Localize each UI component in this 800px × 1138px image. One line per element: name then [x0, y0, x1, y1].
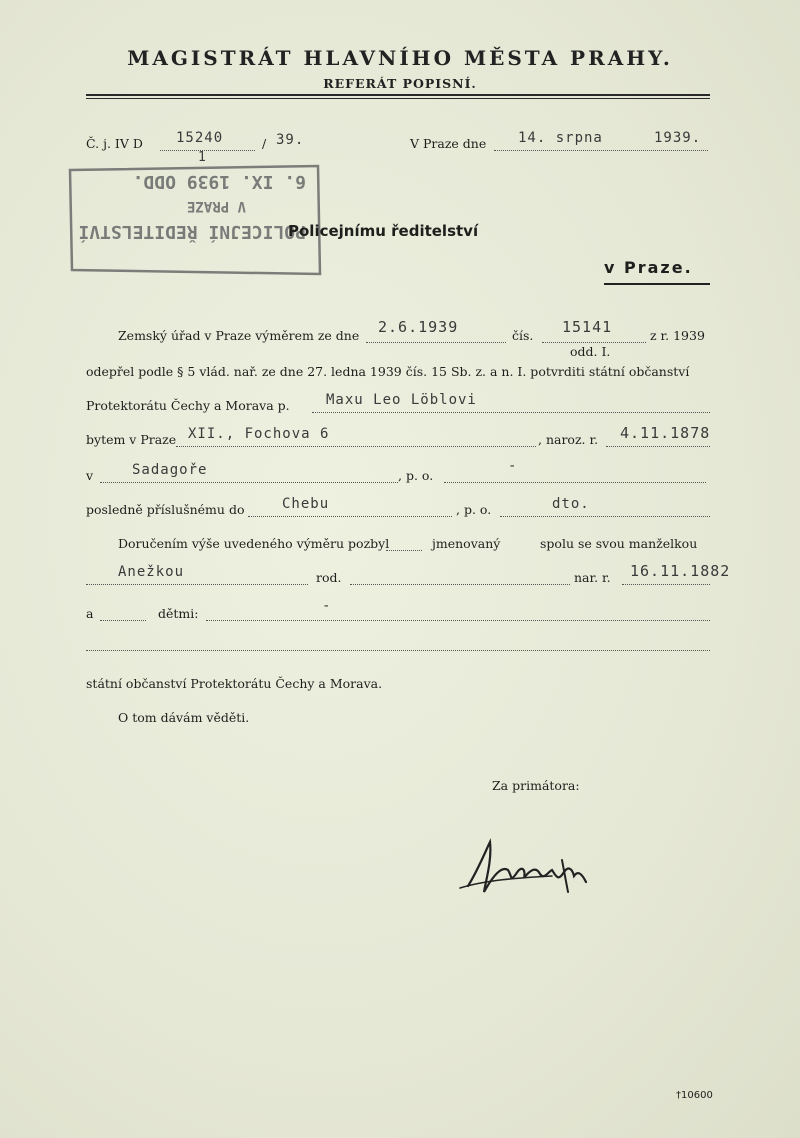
- stamp-line-2: V PRAZE: [186, 198, 246, 214]
- date-line: [494, 150, 708, 151]
- date-label: V Praze dne: [410, 136, 487, 151]
- reference-number: 15240: [176, 130, 224, 146]
- named-label: jmenovaný: [432, 536, 501, 551]
- extra-children-line: [86, 650, 710, 651]
- children-line: [206, 620, 710, 621]
- decision-year: z r. 1939: [650, 328, 705, 343]
- residence-label: bytem v Praze: [86, 432, 177, 447]
- spouse-born-label: nar. r.: [574, 570, 611, 585]
- decision-date-line: [366, 342, 506, 343]
- and-label: a: [86, 606, 94, 621]
- po-line: [444, 482, 706, 483]
- reference-label: Č. j. IV D: [86, 136, 143, 151]
- reference-year: 39.: [276, 132, 305, 148]
- notification-text: O tom dávám věděti.: [118, 710, 250, 725]
- person-label: Protektorátu Čechy a Morava p.: [86, 398, 290, 413]
- birthplace-label: v: [86, 468, 94, 483]
- form-code: †10600: [676, 1090, 713, 1101]
- reference-slash: /: [262, 136, 267, 151]
- header-rule-thick: [86, 94, 710, 96]
- spouse-rod-line: [350, 584, 570, 585]
- last-domicile-label: posledně příslušnému do: [86, 502, 245, 517]
- birthplace-line: [100, 482, 398, 483]
- decision-number-line: [542, 342, 646, 343]
- spouse-name-line: [86, 584, 308, 585]
- person-name: Maxu Leo Löblovi: [326, 392, 477, 408]
- office-title: MAGISTRÁT HLAVNÍHO MĚSTA PRAHY.: [127, 46, 673, 70]
- decision-intro: Zemský úřad v Praze výměrem ze dne: [118, 328, 360, 343]
- date-day-month: 14. srpna: [518, 130, 603, 146]
- residence-line: [176, 446, 536, 447]
- stamp-line-1: POLICEJNÍ ŘEDITELSTVÍ: [78, 221, 306, 242]
- decision-date: 2.6.1939: [378, 318, 459, 336]
- loss-line: [386, 550, 422, 551]
- legal-basis: odepřel podle § 5 vlád. nař. ze dne 27. ledna 1939 čís. 15 Sb. z. a n. I. potvrditi státní občanství: [86, 364, 690, 379]
- reference-number-line: [160, 150, 255, 151]
- spouse-name: Anežkou: [118, 564, 185, 580]
- decision-number: 15141: [562, 318, 613, 336]
- citizenship-statement: státní občanství Protektorátu Čechy a Morava.: [86, 676, 383, 691]
- addressee-line-2: v Praze.: [604, 258, 693, 277]
- birthplace-value: Sadagoře: [132, 462, 208, 478]
- person-name-line: [312, 412, 710, 413]
- police-stamp: [64, 156, 326, 280]
- stamp-line-3: 6. IX. 1939 ODD.: [132, 171, 306, 192]
- header-rule-thin: [86, 98, 710, 99]
- and-line: [100, 620, 146, 621]
- for-mayor-label: Za primátora:: [492, 778, 580, 793]
- department-label: odd. I.: [570, 344, 611, 359]
- last-domicile-line: [248, 516, 452, 517]
- last-domicile-value: Chebu: [282, 496, 330, 512]
- po-value: -: [508, 458, 518, 474]
- po2-line: [500, 516, 710, 517]
- spouse-rod-label: rod.: [316, 570, 342, 585]
- loss-statement: Doručením výše uvedeného výměru pozbyl: [118, 536, 390, 551]
- birth-date: 4.11.1878: [620, 424, 711, 442]
- addressee-underline: [604, 283, 710, 285]
- birth-year-label: , naroz. r.: [538, 432, 599, 447]
- birth-date-line: [606, 446, 710, 447]
- spouse-birth: 16.11.1882: [630, 562, 731, 580]
- children-label: dětmi:: [158, 606, 199, 621]
- reference-sub-number: 1: [198, 150, 207, 165]
- po2-label: , p. o.: [456, 502, 492, 517]
- po-label: , p. o.: [398, 468, 434, 483]
- department-title: REFERÁT POPISNÍ.: [323, 76, 477, 91]
- date-year: 1939.: [654, 130, 702, 146]
- addressee-line-1: Policejnímu ředitelství: [288, 222, 479, 240]
- decision-number-label: čís.: [512, 328, 534, 343]
- spouse-label: spolu se svou manželkou: [540, 536, 698, 551]
- po2-value: dto.: [552, 496, 590, 512]
- spouse-birth-line: [622, 584, 710, 585]
- signature: [456, 830, 596, 910]
- children-value: -: [322, 598, 332, 614]
- residence-value: XII., Fochova 6: [188, 426, 330, 442]
